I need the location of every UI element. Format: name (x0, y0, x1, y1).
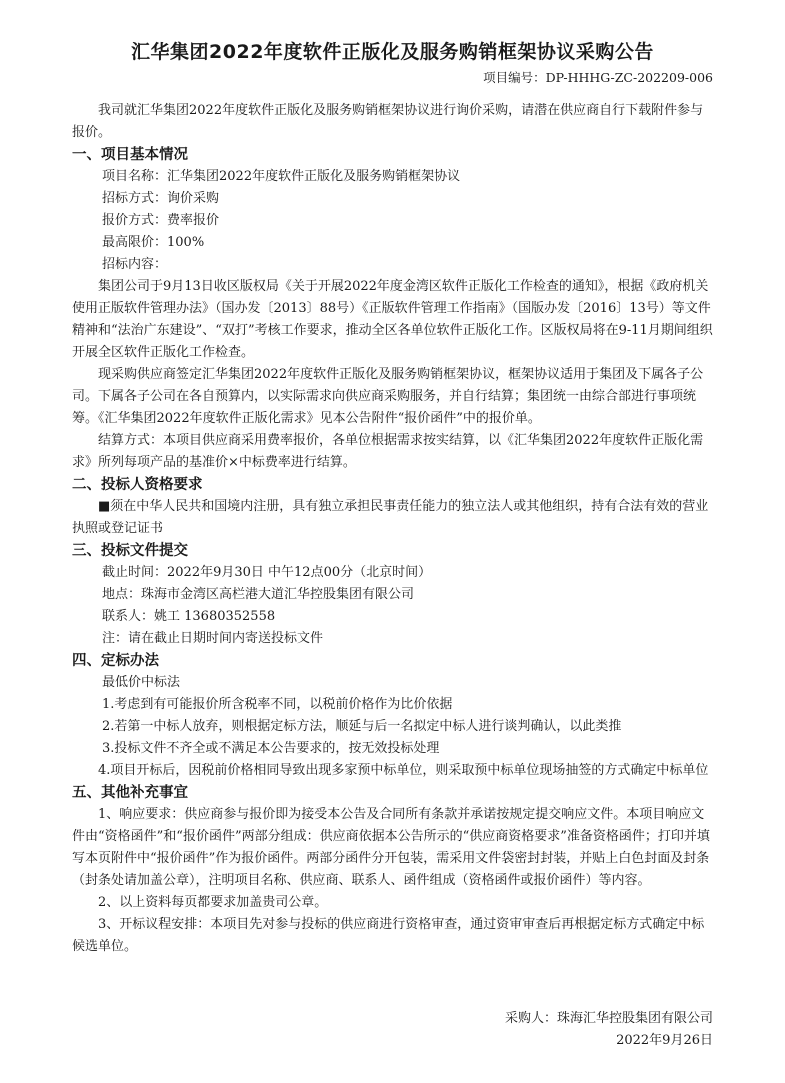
section-1-heading: 一、项目基本情况 (72, 147, 188, 163)
bidding-method: 招标方式：询价采购 (102, 191, 220, 206)
submission-note: 注：请在截止日期时间内寄送投标文件 (102, 631, 324, 646)
section-5-heading: 五、其他补充事宜 (72, 785, 188, 801)
buyer-signature: 采购人：珠海汇华控股集团有限公司 (504, 1011, 713, 1026)
content-paragraph-2: 现采购供应商签定汇华集团2022年度软件正版化及服务购销框架协议，框架协议适用于集团及下属各子公司。下属各子公司在各自预算内，以实际需求向供应商采购服务，并自行结算；集团统一由综合部进行事项统筹。《汇华集团2022年度软件正版化需求》见本公告附件“报价函件”中的报价单。 (72, 367, 704, 426)
award-rule-2: 2.若第一中标人放弃，则根据定标方法，顺延与后一名拟定中标人进行谈判确认，以此类推 (102, 719, 622, 734)
deadline: 截止时间：2022年9月30日 中午12点00分（北京时间） (102, 565, 432, 580)
section-1 (72, 144, 713, 474)
supplement-paragraph-1: 1、响应要求：供应商参与报价即为接受本公告及合同所有条款并承诺按规定提交响应文件。本项目响应文件由“资格函件”和“报价函件”两部分组成：供应商依据本公告所示的“供应商资格要求”准备资格函件；打印并填写本页附件中“报价函件”作为报价函件。两部分函件分开包装，需采用文件袋密封封装，并贴上白色封面及封条（封条处请加盖公章），注明项目名称、供应商、联系人、函件组成（资格函件或报价函件）等内容。 (72, 807, 710, 888)
content-label: 招标内容： (102, 257, 168, 272)
submission-address: 地点：珠海市金湾区高栏港大道汇华控股集团有限公司 (102, 587, 415, 602)
section-4 (72, 650, 713, 782)
signature-date: 2022年9月26日 (616, 1033, 713, 1048)
quote-method: 报价方式：费率报价 (102, 213, 220, 228)
section-4-heading: 四、定标办法 (72, 653, 159, 669)
content-paragraph-1: 集团公司于9月13日收区版权局《关于开展2022年度金湾区软件正版化工作检查的通知》，根据《政府机关使用正版软件管理办法》（国办发〔2013〕88号）《正版软件管理工作指南》（国版办发〔2016〕13号）等文件精神和“法治广东建设”、“双打”考核工作要求，推动全区各单位软件正版化工作。区版权局将在9-11月期间组织开展全区软件正版化工作检查。 (72, 279, 713, 360)
document-title: 汇华集团2022年度软件正版化及服务购销框架协议采购公告 (131, 41, 654, 63)
award-rule-3: 3.投标文件不齐全或不满足本公告要求的，按无效投标处理 (102, 741, 440, 756)
award-rule-1: 1.考虑到有可能报价所含税率不同，以税前价格作为比价依据 (102, 697, 453, 712)
project-number: 项目编号：DP-HHHG-ZC-202209-006 (483, 70, 713, 85)
award-rule-4: 4.项目开标后，因税前价格相同导致出现多家预中标单位，则采取预中标单位现场抽签的方式确定中标单位 (98, 763, 709, 778)
supplement-paragraph-2: 2、以上资料每页都要求加盖贵司公章。 (98, 895, 328, 910)
contact-person: 联系人：姚工 13680352558 (102, 609, 276, 624)
award-method: 最低价中标法 (102, 675, 181, 690)
section-3 (72, 540, 713, 650)
project-name: 项目名称：汇华集团2022年度软件正版化及服务购销框架协议 (102, 169, 461, 184)
settlement-paragraph: 结算方式：本项目供应商采用费率报价，各单位根据需求按实结算，以《汇华集团2022年度软件正版化需求》所列每项产品的基准价×中标费率进行结算。 (72, 433, 704, 470)
qualification-paragraph: ■须在中华人民共和国境内注册，具有独立承担民事责任能力的独立法人或其他组织，持有合法有效的营业执照或登记证书 (72, 499, 709, 536)
supplement-paragraph-3: 3、开标议程安排：本项目先对参与投标的供应商进行资格审查，通过资审审查后再根据定标方式确定中标候选单位。 (72, 917, 705, 954)
intro-paragraph: 我司就汇华集团2022年度软件正版化及服务购销框架协议进行询价采购，请潜在供应商自行下载附件参与报价。 (72, 103, 704, 140)
section-5 (72, 782, 713, 958)
section-2 (72, 474, 713, 540)
section-2-heading: 二、投标人资格要求 (72, 477, 203, 493)
section-3-heading: 三、投标文件提交 (72, 543, 188, 559)
price-limit: 最高限价：100% (102, 235, 205, 250)
